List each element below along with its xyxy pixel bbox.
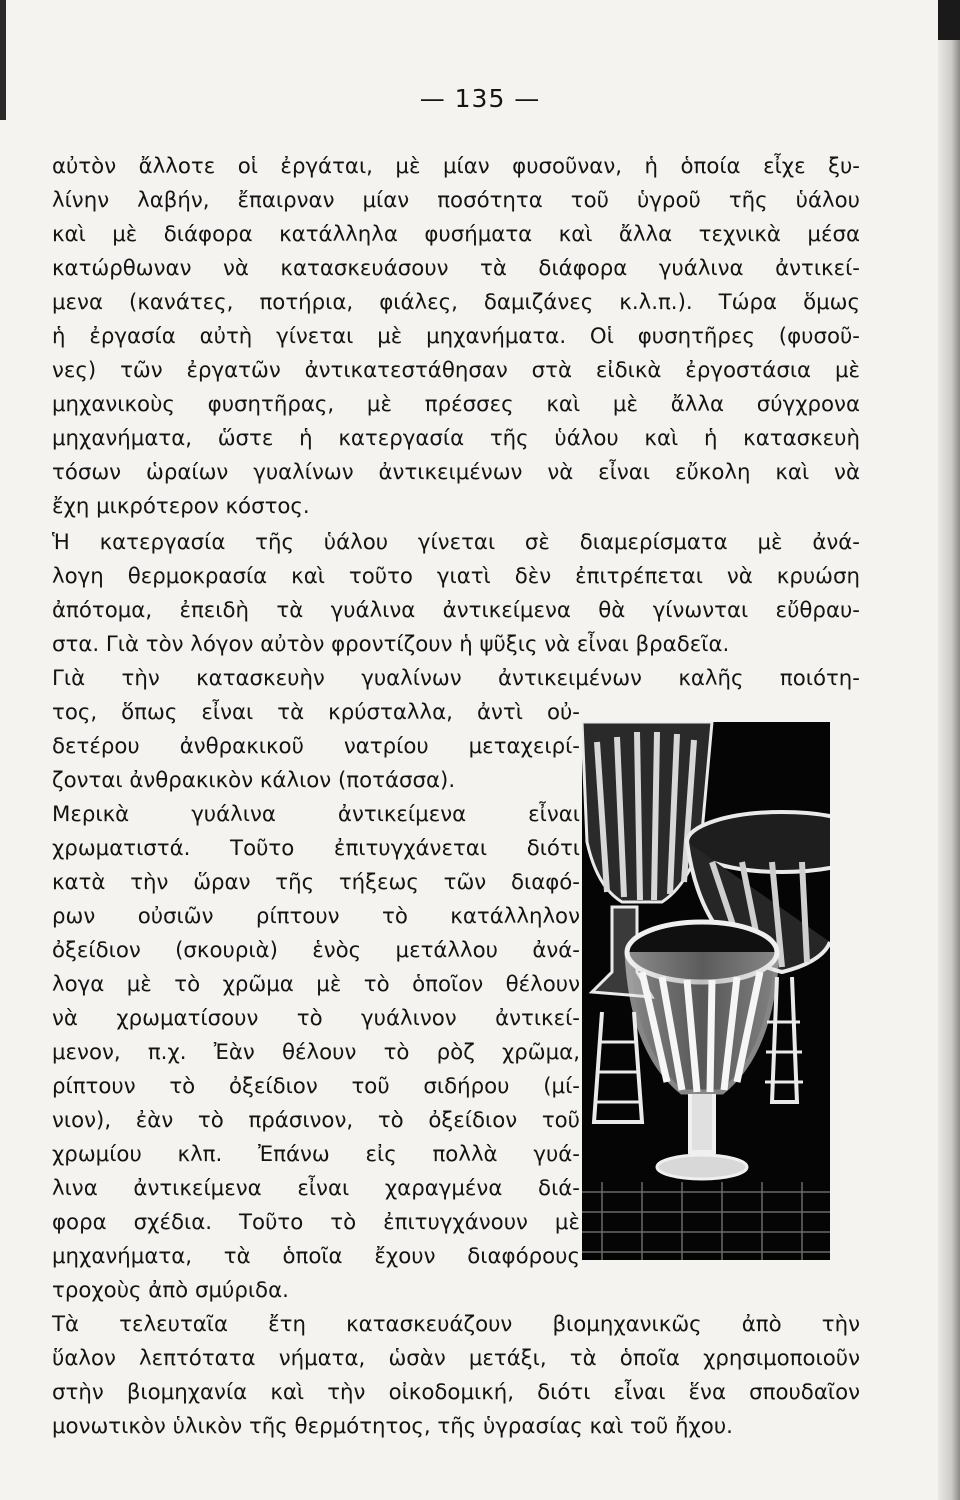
text-line: ἀπότομα, ἐπειδὴ τὰ γυάλινα ἀντικείμενα θὰ γίνωνται εὔθραυ-	[52, 598, 860, 623]
text-line: λίνην λαβήν, ἔπαιρναν μίαν ποσότητα τοῦ ὑγροῦ τῆς ὑάλου	[52, 188, 860, 213]
text-line: στὴν βιομηχανία καὶ τὴν οἰκοδομική, διότι εἶναι ἕνα σπουδαῖον	[52, 1380, 860, 1405]
text-line: νὰ χρωματίσουν τὸ γυάλινον ἀντικεί-	[52, 1006, 580, 1031]
text-line: τόσων ὡραίων γυαλίνων ἀντικειμένων νὰ εἶναι εὔκολη καὶ νὰ	[52, 460, 860, 485]
text-line: ζονται ἀνθρακικὸν κάλιον (ποτάσσα).	[52, 768, 456, 793]
text-line: ἔχη μικρότερον κόστος.	[52, 494, 310, 519]
page-edge	[938, 0, 960, 1500]
text-line: τροχοὺς ἀπὸ σμύριδα.	[52, 1278, 289, 1303]
glassware-illustration	[582, 722, 830, 1260]
text-line: στα. Γιὰ τὸν λόγον αὐτὸν φροντίζουν ἡ ψῦξις νὰ εἶναι βραδεῖα.	[52, 632, 730, 657]
text-line: κατώρθωναν νὰ κατασκευάσουν τὰ διάφορα γυάλινα ἀντικεί-	[52, 256, 860, 281]
text-line: Ἡ κατεργασία τῆς ὑάλου γίνεται σὲ διαμερίσματα μὲ ἀνά-	[52, 530, 860, 555]
text-line: τος, ὅπως εἶναι τὰ κρύσταλλα, ἀντὶ οὐ-	[52, 700, 580, 725]
text-line: Μερικὰ γυάλινα ἀντικείμενα εἶναι	[52, 802, 580, 827]
text-line: ρων οὐσιῶν ρίπτουν τὸ κατάλληλον	[52, 904, 580, 929]
crystal-glasses-photo	[582, 722, 830, 1260]
text-line: ἡ ἐργασία αὐτὴ γίνεται μὲ μηχανήματα. Οἱ φυσητῆρες (φυσοῦ-	[52, 324, 860, 349]
text-line: φορα σχέδια. Τοῦτο τὸ ἐπιτυγχάνουν μὲ	[52, 1210, 580, 1235]
text-line: μονωτικὸν ὑλικὸν τῆς θερμότητος, τῆς ὑγρασίας καὶ τοῦ ἤχου.	[52, 1414, 733, 1439]
tablecloth-texture	[582, 1182, 830, 1260]
text-line: κατὰ τὴν ὥραν τῆς τήξεως τῶν διαφό-	[52, 870, 580, 895]
text-line: λογη θερμοκρασία καὶ τοῦτο γιατὶ δὲν ἐπιτρέπεται νὰ κρυώση	[52, 564, 860, 589]
front-glass	[627, 922, 777, 1179]
text-line: νιον), ἐὰν τὸ πράσινον, τὸ ὀξείδιον τοῦ	[52, 1108, 580, 1133]
text-line: δετέρου ἀνθρακικοῦ νατρίου μεταχειρί-	[52, 734, 580, 759]
text-line: Γιὰ τὴν κατασκευὴν γυαλίνων ἀντικειμένων καλῆς ποιότη-	[52, 666, 860, 691]
text-line: αὐτὸν ἄλλοτε οἱ ἐργάται, μὲ μίαν φυσοῦναν, ἡ ὁποία εἶχε ξυ-	[52, 154, 860, 179]
text-line: νες) τῶν ἐργατῶν ἀντικατεστάθησαν στὰ εἰδικὰ ἐργοστάσια μὲ	[52, 358, 860, 383]
text-line: μενα (κανάτες, ποτήρια, φιάλες, δαμιζάνες κ.λ.π.). Τώρα ὅμως	[52, 290, 860, 315]
text-line: ρίπτουν τὸ ὀξείδιον τοῦ σιδήρου (μί-	[52, 1074, 580, 1099]
text-line: μηχανικοὺς φυσητῆρας, μὲ πρέσσες καὶ μὲ ἄλλα σύγχρονα	[52, 392, 860, 417]
text-line: μενον, π.χ. Ἐὰν θέλουν τὸ ρὸζ χρῶμα,	[52, 1040, 580, 1065]
text-line: Τὰ τελευταῖα ἔτη κατασκευάζουν βιομηχανικῶς ἀπὸ τὴν	[52, 1312, 860, 1337]
text-line: λινα ἀντικείμενα εἶναι χαραγμένα διά-	[52, 1176, 580, 1201]
text-line: μηχανήματα, ὥστε ἡ κατεργασία τῆς ὑάλου καὶ ἡ κατασκευὴ	[52, 426, 860, 451]
text-line: καὶ μὲ διάφορα κατάλληλα φυσήματα καὶ ἄλλα τεχνικὰ μέσα	[52, 222, 860, 247]
text-line: χρωμίου κλπ. Ἐπάνω εἰς πολλὰ γυά-	[52, 1142, 580, 1167]
page-number: — 135 —	[419, 84, 541, 113]
text-line: ὕαλον λεπτότατα νήματα, ὡσὰν μετάξι, τὰ ὁποῖα χρησιμοποιοῦν	[52, 1346, 860, 1371]
text-line: ὀξείδιον (σκουριὰ) ἑνὸς μετάλλου ἀνά-	[52, 938, 580, 963]
text-line: λογα μὲ τὸ χρῶμα μὲ τὸ ὁποῖον θέλουν	[52, 972, 580, 997]
text-line: χρωματιστά. Τοῦτο ἐπιτυγχάνεται διότι	[52, 836, 580, 861]
scan-shadow-right	[938, 0, 960, 40]
text-line: μηχανήματα, τὰ ὁποῖα ἔχουν διαφόρους	[52, 1244, 580, 1269]
